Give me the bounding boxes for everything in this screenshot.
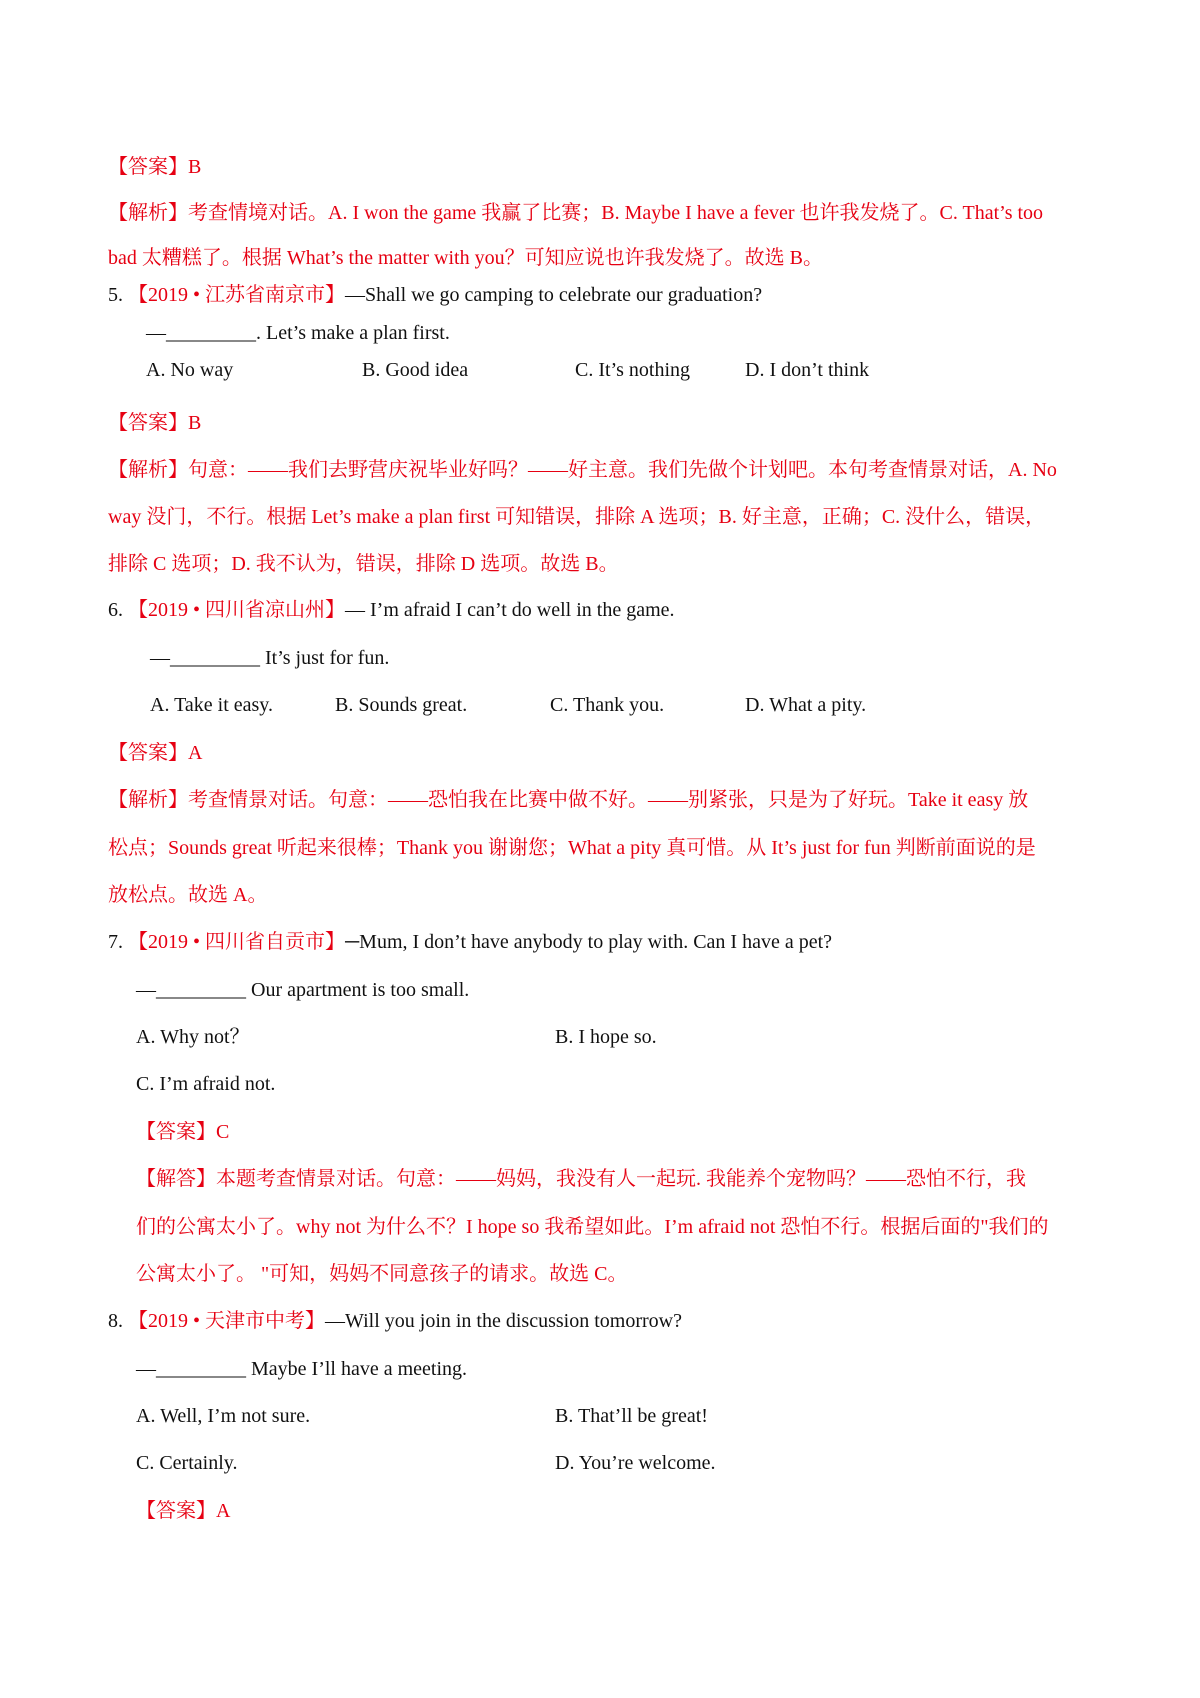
option-b: B. Sounds great. [335,694,468,716]
question-stem: —Will you join in the discussion tomorrow? [325,1310,682,1332]
analysis-line: 们的公寓太小了。why not 为什么不？I hope so 我希望如此。I’m afraid not 恐怕不行。根据后面的"我们的 [136,1216,1049,1238]
option-d: D. What a pity. [745,694,867,716]
question-6 [108,595,675,625]
question-source-tag: 【2019 • 江苏省南京市】 [128,284,346,306]
option-b: B. That’ll be great! [555,1405,708,1427]
option-d: D. You’re welcome. [555,1452,716,1474]
analysis-line: 【解析】考查情境对话。A. I won the game 我赢了比赛；B. Maybe I have a fever 也许我发烧了。C. That’s too [108,202,1044,224]
question-source-tag: 【2019 • 四川省自贡市】 [128,931,346,953]
option-a: A. Take it easy. [150,694,274,716]
option-c: C. It’s nothing [575,359,691,381]
question-number: 6. [108,599,123,621]
option-c: C. Thank you. [550,694,665,716]
question-stem: — I’m afraid I can’t do well in the game. [345,599,675,621]
question-stem: —Shall we go camping to celebrate our graduation? [345,284,763,306]
question-reply: —_________ Maybe I’ll have a meeting. [136,1358,468,1380]
question-source-tag: 【2019 • 天津市中考】 [128,1310,326,1332]
question-number: 8. [108,1310,123,1332]
question-number: 7. [108,931,123,953]
question-reply: —_________ Our apartment is too small. [136,979,470,1001]
option-a: A. Why not？ [136,1026,250,1048]
analysis-line: 公寓太小了。 "可知，妈妈不同意孩子的请求。故选 C。 [136,1263,628,1285]
analysis-line: 【解析】考查情景对话。句意：——恐怕我在比赛中做不好。——别紧张，只是为了好玩。Take it easy 放 [108,789,1029,811]
question-5 [108,280,762,310]
question-stem: ─Mum, I don’t have anybody to play with. Can I have a pet? [345,931,833,953]
option-a: A. No way [146,359,234,381]
option-b: B. I hope so. [555,1026,657,1048]
analysis-line: 【解答】本题考查情景对话。句意：——妈妈，我没有人一起玩. 我能养个宠物吗？——恐怕不行，我 [136,1168,1026,1190]
answer-line: 【答案】A [108,742,203,764]
analysis-line: bad 太糟糕了。根据 What’s the matter with you？可知应说也许我发烧了。故选 B。 [108,247,823,269]
question-number: 5. [108,284,123,306]
option-d: D. I don’t think [745,359,870,381]
question-reply: —_________ It’s just for fun. [150,647,390,669]
option-c: C. Certainly. [136,1452,238,1474]
option-a: A. Well, I’m not sure. [136,1405,311,1427]
analysis-line: 松点；Sounds great 听起来很棒；Thank you 谢谢您；What a pity 真可惜。从 It’s just for fun 判断前面说的是 [108,837,1036,859]
question-source-tag: 【2019 • 四川省凉山州】 [128,599,346,621]
question-8 [108,1306,682,1336]
analysis-line: 【解析】句意：——我们去野营庆祝毕业好吗？——好主意。我们先做个计划吧。本句考查情景对话，A. No [108,459,1057,481]
answer-line: 【答案】A [136,1500,231,1522]
analysis-line: way 没门，不行。根据 Let’s make a plan first 可知错误，排除 A 选项；B. 好主意，正确；C. 没什么，错误， [108,506,1046,528]
answer-line: 【答案】B [108,156,202,178]
question-7 [108,927,832,957]
option-b: B. Good idea [362,359,469,381]
option-c: C. I’m afraid not. [136,1073,276,1095]
answer-line: 【答案】B [108,412,202,434]
question-reply: —_________. Let’s make a plan first. [146,322,450,344]
analysis-line: 排除 C 选项；D. 我不认为，错误，排除 D 选项。故选 B。 [108,553,619,575]
answer-line: 【答案】C [136,1121,230,1143]
analysis-line: 放松点。故选 A。 [108,884,268,906]
